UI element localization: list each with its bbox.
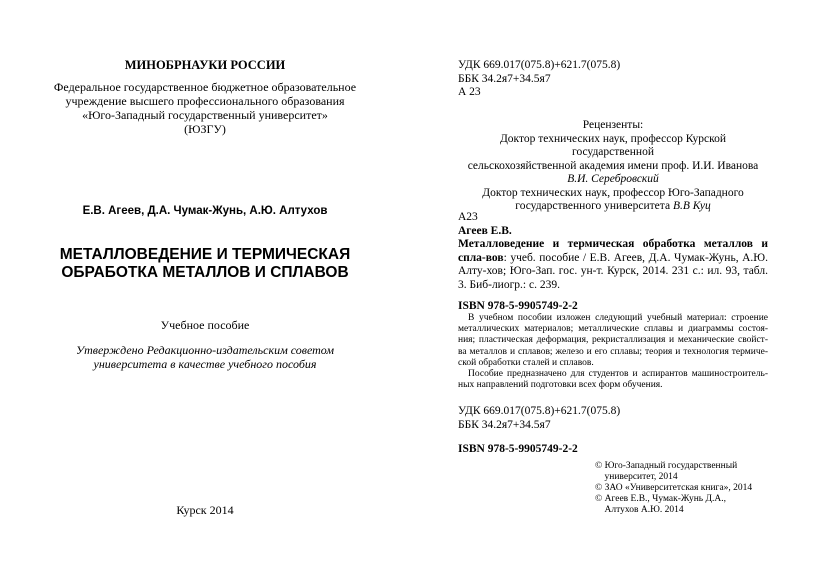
- reviewer-affiliation: Доктор технических наук, профессор Юго-Западного: [482, 186, 744, 199]
- document-type: Учебное пособие: [160, 318, 250, 332]
- isbn-repeat: ISBN 978-5-9905749-2-2: [458, 443, 578, 455]
- reviewer-affiliation: государственного университета: [515, 200, 673, 212]
- abstract-paragraph: В учебном пособии изложен следующий учебный материал: строение металлических материалов; металлические сплавы и диаграммы состоя-ния; пластическая деформация, рекристаллизация и механические свойст-ва металлов и сплавов; железо и его сплавы; теория и технология термиче-ской обработки сталей и сплавов.: [458, 313, 768, 368]
- copyright-line: Алтухов А.Ю. 2014: [595, 505, 684, 515]
- copyright-line: © Агеев Е.В., Чумак-Жунь Д.А.,: [595, 494, 726, 504]
- udk-code: УДК 669.017(075.8)+621.7(075.8): [458, 59, 621, 71]
- ministry-name: МИНОБРНАУКИ РОССИИ: [124, 58, 286, 72]
- institution-line: «Юго-Западный государственный университет»: [82, 108, 328, 122]
- reviewer-affiliation: сельскохозяйственной академия имени проф. И.И. Иванова: [467, 159, 759, 172]
- abstract: [458, 313, 768, 391]
- approval-line: Утверждено Редакционно-издательским советом: [76, 343, 334, 357]
- isbn: ISBN 978-5-9905749-2-2: [458, 300, 578, 312]
- right-page: [410, 0, 819, 579]
- catalog-index: А23: [458, 211, 478, 223]
- reviewer-affiliation: Доктор технических наук, профессор Курской государственной: [499, 132, 727, 158]
- classification-codes-repeat: [458, 405, 758, 432]
- catalog-title: Металловедение и термическая обработка металлов и спла-вов: [458, 238, 768, 264]
- reviewer-name: В.И. Серебровский: [567, 173, 659, 185]
- copyright-block: [595, 461, 815, 516]
- approval-line: университета в качестве учебного пособия: [93, 357, 317, 371]
- reviewers-heading: Рецензенты:: [582, 119, 644, 131]
- copyright-line: © Юго-Западный государственный: [595, 461, 738, 471]
- udk-code: УДК 669.017(075.8)+621.7(075.8): [458, 405, 621, 417]
- catalog-description: [458, 238, 768, 292]
- bbk-code: ББК 34.2я7+34.5я7: [458, 72, 551, 85]
- title-line: МЕТАЛЛОВЕДЕНИЕ И ТЕРМИЧЕСКАЯ: [59, 246, 351, 263]
- bbk-code: ББК 34.2я7+34.5я7: [458, 418, 551, 431]
- institution-line: Федеральное государственное бюджетное образовательное: [53, 80, 357, 94]
- city-year: Курск 2014: [176, 503, 234, 517]
- author-index: А 23: [458, 86, 481, 98]
- book-title: [40, 246, 370, 282]
- reviewers-block: [458, 119, 768, 214]
- reviewer-name: В.В Куц: [672, 200, 711, 212]
- catalog-record: [458, 211, 768, 314]
- institution-line: учреждение высшего профессионального образования: [65, 94, 345, 108]
- approval-note: [40, 343, 370, 371]
- catalog-author: Агеев Е.В.: [458, 224, 512, 237]
- copyright-line: © ЗАО «Университетская книга», 2014: [595, 483, 753, 493]
- abstract-paragraph: Пособие предназначено для студентов и аспирантов машиностроитель-ных направлений подготовки всех форм обучения.: [458, 369, 768, 391]
- classification-codes: [458, 59, 758, 100]
- copyright-line: университет, 2014: [595, 472, 678, 482]
- institution-name: [40, 80, 370, 136]
- catalog-details: : учеб. пособие / Е.В. Агеев, Д.А. Чумак-Жунь, А.Ю. Алту-хов; Юго-Зап. гос. ун-т. Курск, 2014. 231 с.: ил. 93, табл. 3. Биб-лиогр.: с. 239.: [458, 251, 768, 291]
- institution-line: (ЮЗГУ): [184, 122, 226, 136]
- authors: Е.В. Агеев, Д.А. Чумак-Жунь, А.Ю. Алтухов: [82, 205, 328, 217]
- title-line: ОБРАБОТКА МЕТАЛЛОВ И СПЛАВОВ: [61, 264, 349, 281]
